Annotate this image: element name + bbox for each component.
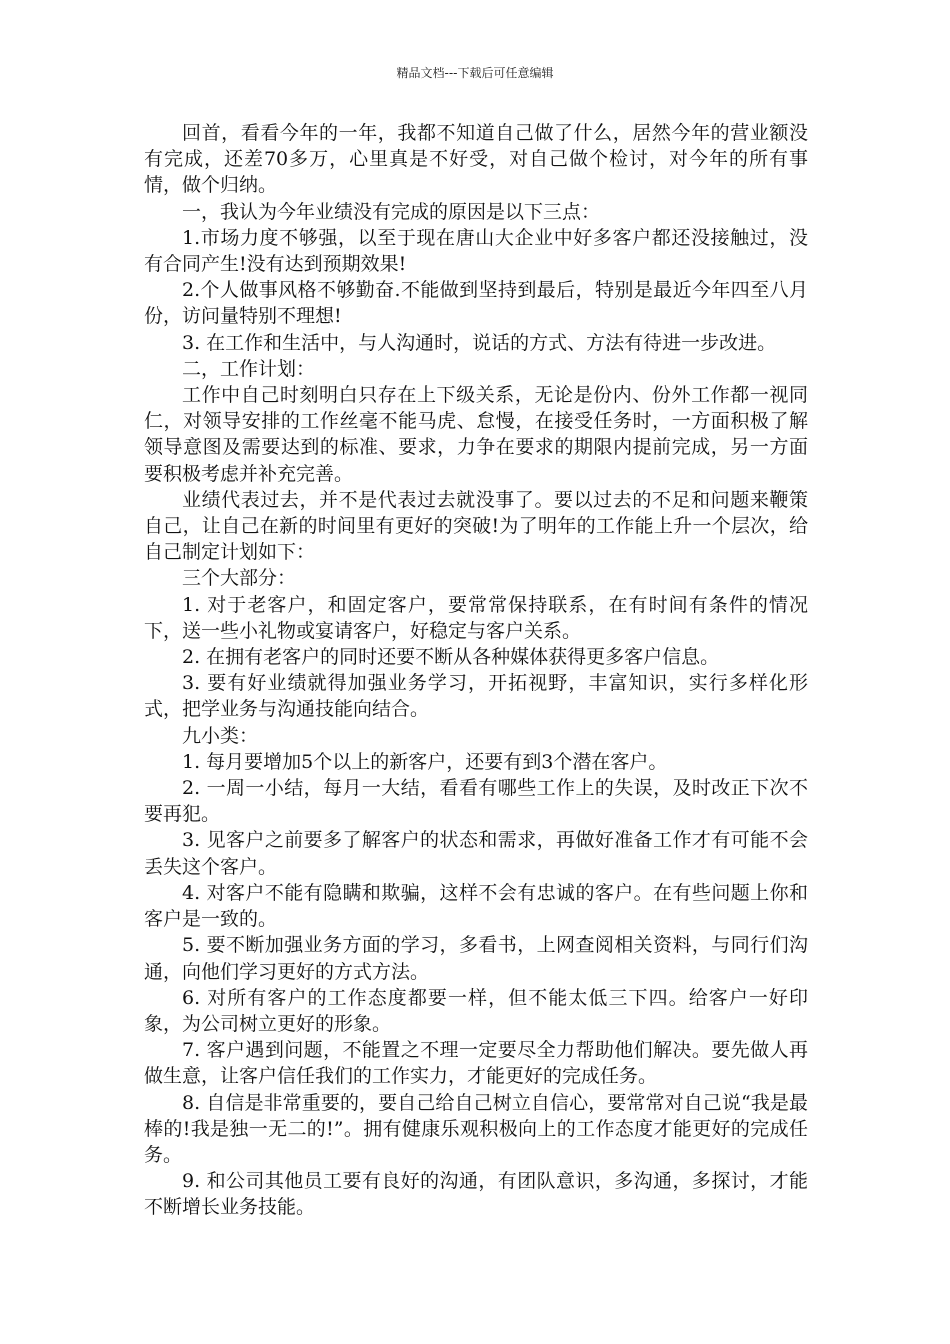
section-heading-reasons: 一，我认为今年业绩没有完成的原因是以下三点： xyxy=(182,200,601,223)
major-item: 3. 要有好业绩就得加强业务学习，开拓视野，丰富知识，实行多样化形式，把学业务与沟通技能向结合。 xyxy=(144,672,808,721)
minor-item: 7. 客户遇到问题，不能置之不理一定要尽全力帮助他们解决。要先做人再做生意，让客户信任我们的工作实力，才能更好的完成任务。 xyxy=(144,1039,808,1088)
plan-paragraph: 工作中自己时刻明白只存在上下级关系，无论是份内、份外工作都一视同仁，对领导安排的工作丝毫不能马虎、怠慢，在接受任务时，一方面积极了解领导意图及需要达到的标准、要求，力争在要求的期限内提前完成，另一方面要积极考虑并补充完善。 xyxy=(144,384,808,485)
minor-item: 2. 一周一小结，每月一大结，看看有哪些工作上的失误，及时改正下次不要再犯。 xyxy=(144,777,808,826)
minor-item: 8. 自信是非常重要的，要自己给自己树立自信心，要常常对自己说“我是最棒的!我是独一无二的!”。拥有健康乐观积极向上的工作态度才能更好的完成任务。 xyxy=(144,1091,808,1166)
major-item: 2. 在拥有老客户的同时还要不断从各种媒体获得更多客户信息。 xyxy=(182,646,720,669)
subsection-heading-minor: 九小类： xyxy=(182,724,259,747)
minor-item: 4. 对客户不能有隐瞒和欺骗，这样不会有忠诚的客户。在有些问题上你和客户是一致的。 xyxy=(144,881,808,931)
minor-item: 5. 要不断加强业务方面的学习，多看书，上网查阅相关资料，与同行们沟通，向他们学习更好的方式方法。 xyxy=(144,934,808,983)
intro-paragraph: 回首，看看今年的一年，我都不知道自己做了什么，居然今年的营业额没有完成，还差70多万，心里真是不好受，对自己做个检讨，对今年的所有事情，做个归纳。 xyxy=(144,122,808,197)
major-item: 1. 对于老客户，和固定客户，要常常保持联系，在有时间有条件的情况下，送一些小礼物或宴请客户，好稳定与客户关系。 xyxy=(144,593,808,642)
reason-item: 1.市场力度不够强，以至于现在唐山大企业中好多客户都还没接触过，没有合同产生!没有达到预期效果! xyxy=(144,226,808,276)
minor-item: 1. 每月要增加5个以上的新客户，还要有到3个潜在客户。 xyxy=(182,750,668,773)
reason-item: 3. 在工作和生活中，与人沟通时，说话的方式、方法有待进一步改进。 xyxy=(182,331,777,354)
minor-item: 9. 和公司其他员工要有良好的沟通，有团队意识，多沟通，多探讨，才能不断增长业务技能。 xyxy=(144,1170,808,1219)
document-body xyxy=(144,120,808,1221)
minor-item: 6. 对所有客户的工作态度都要一样，但不能太低三下四。给客户一好印象，为公司树立更好的形象。 xyxy=(144,986,808,1035)
section-heading-plan: 二，工作计划： xyxy=(182,357,316,380)
plan-paragraph: 业绩代表过去，并不是代表过去就没事了。要以过去的不足和问题来鞭策自己，让自己在新的时间里有更好的突破!为了明年的工作能上升一个层次，给自己制定计划如下： xyxy=(144,488,808,564)
subsection-heading-major: 三个大部分： xyxy=(182,567,297,590)
reason-item: 2.个人做事风格不够勤奋.不能做到坚持到最后，特别是最近今年四至八月份，访问量特别不理想! xyxy=(144,279,808,328)
minor-item: 3. 见客户之前要多了解客户的状态和需求，再做好准备工作才有可能不会丢失这个客户。 xyxy=(144,829,808,878)
page-header: 精品文档---下载后可任意编辑 xyxy=(396,66,554,80)
